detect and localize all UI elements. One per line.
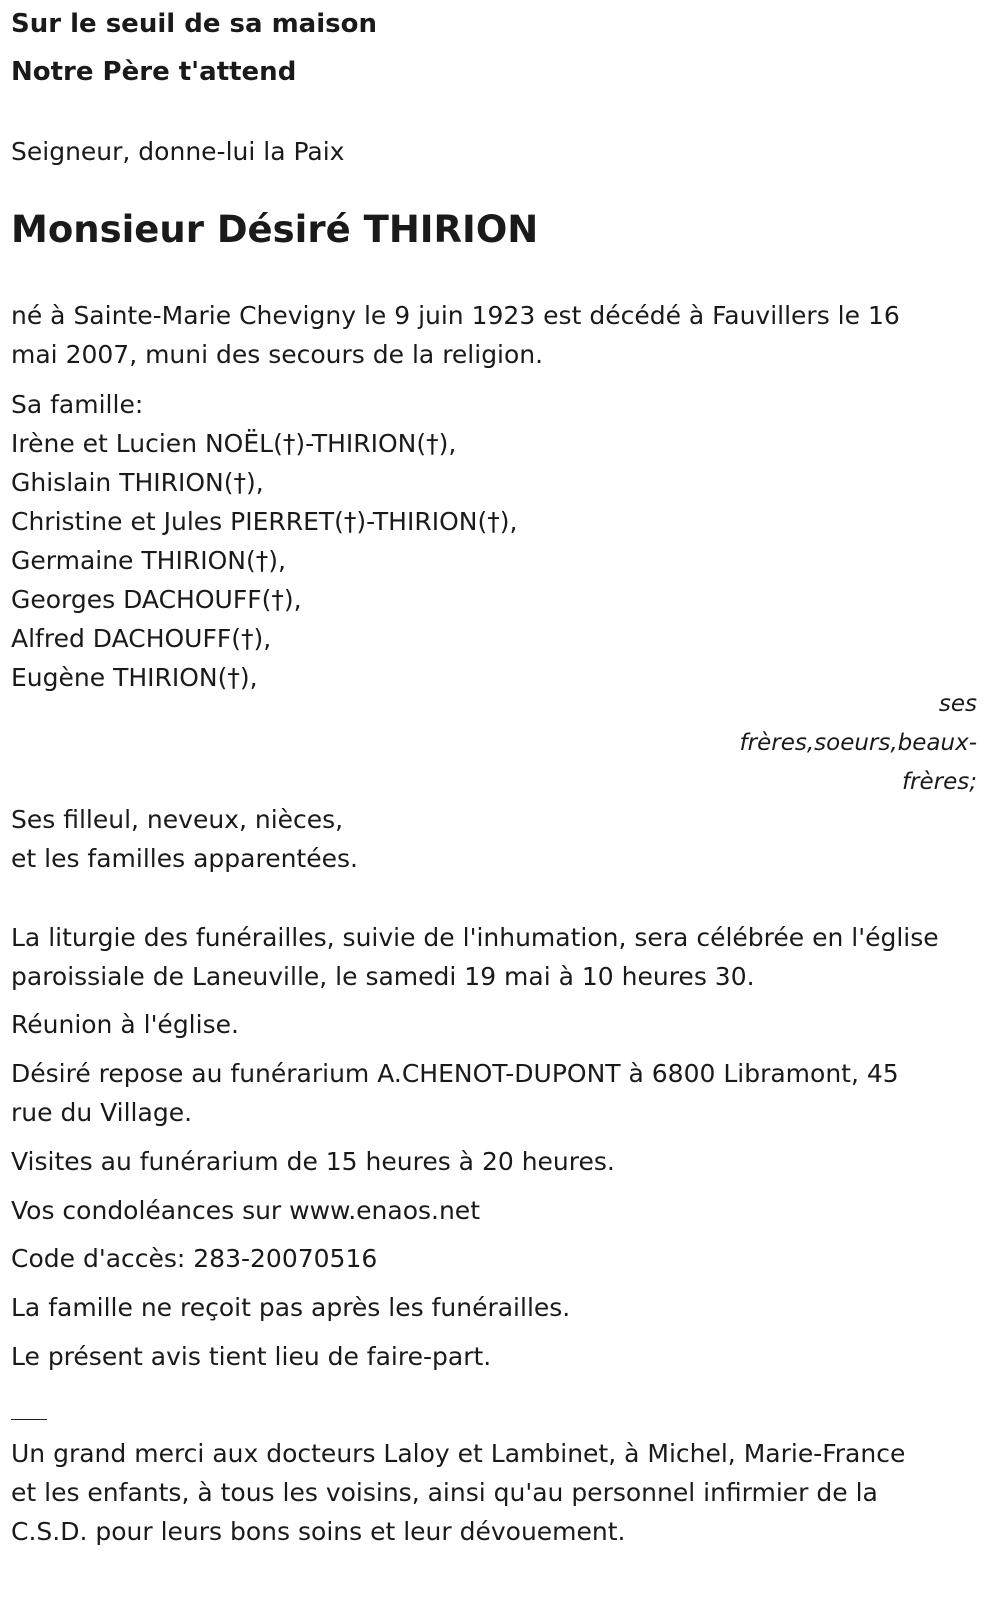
thanks-line-1: Un grand merci aux docteurs Laloy et Lambinet, à Michel, Marie-France (11, 1439, 906, 1468)
thanks-line-3: C.S.D. pour leurs bons soins et leur dévouement. (11, 1517, 626, 1546)
extended-family-line-1: Ses filleul, neveux, nièces, (11, 805, 344, 834)
family-heading: Sa famille: (11, 390, 144, 419)
rest-line-2: rue du Village. (11, 1098, 193, 1127)
verse-line-2: Notre Père t'attend (11, 57, 297, 87)
family-member: Georges DACHOUFF(†), (11, 585, 302, 614)
separator-line (11, 1419, 47, 1420)
family-member: Ghislain THIRION(†), (11, 468, 264, 497)
family-member: Germaine THIRION(†), (11, 546, 286, 575)
deceased-name: Monsieur Désiré THIRION (11, 208, 539, 251)
thanks-line-2: et les enfants, à tous les voisins, ainsi qu'au personnel infirmier de la (11, 1478, 878, 1507)
notice-text: Le présent avis tient lieu de faire-part. (11, 1342, 492, 1371)
rest-line-1: Désiré repose au funérarium A.CHENOT-DUPONT à 6800 Libramont, 45 (11, 1059, 899, 1088)
birth-death-line-1: né à Sainte-Marie Chevigny le 9 juin 1923 est décédé à Fauvillers le 16 (11, 301, 900, 330)
access-code-text: Code d'accès: 283-20070516 (11, 1244, 378, 1273)
no-reception-text: La famille ne reçoit pas après les funérailles. (11, 1293, 571, 1322)
family-member: Irène et Lucien NOËL(†)-THIRION(†), (11, 429, 457, 458)
meeting-text: Réunion à l'église. (11, 1010, 239, 1039)
family-member: Eugène THIRION(†), (11, 663, 258, 692)
extended-family-line-2: et les familles apparentées. (11, 844, 358, 873)
relation-line-1: ses (938, 691, 977, 717)
liturgy-line-2: paroissiale de Laneuville, le samedi 19 mai à 10 heures 30. (11, 962, 755, 991)
liturgy-line-1: La liturgie des funérailles, suivie de l'inhumation, sera célébrée en l'église (11, 923, 939, 952)
visits-text: Visites au funérarium de 15 heures à 20 heures. (11, 1147, 615, 1176)
birth-death-line-2: mai 2007, muni des secours de la religion. (11, 340, 544, 369)
relation-line-2: frères,soeurs,beaux- (739, 730, 977, 756)
relation-line-3: frères; (901, 769, 977, 795)
condolences-text: Vos condoléances sur www.enaos.net (11, 1196, 480, 1225)
verse-line-1: Sur le seuil de sa maison (11, 9, 377, 39)
prayer-text: Seigneur, donne-lui la Paix (11, 137, 345, 166)
family-member: Alfred DACHOUFF(†), (11, 624, 272, 653)
family-member: Christine et Jules PIERRET(†)-THIRION(†), (11, 507, 518, 536)
